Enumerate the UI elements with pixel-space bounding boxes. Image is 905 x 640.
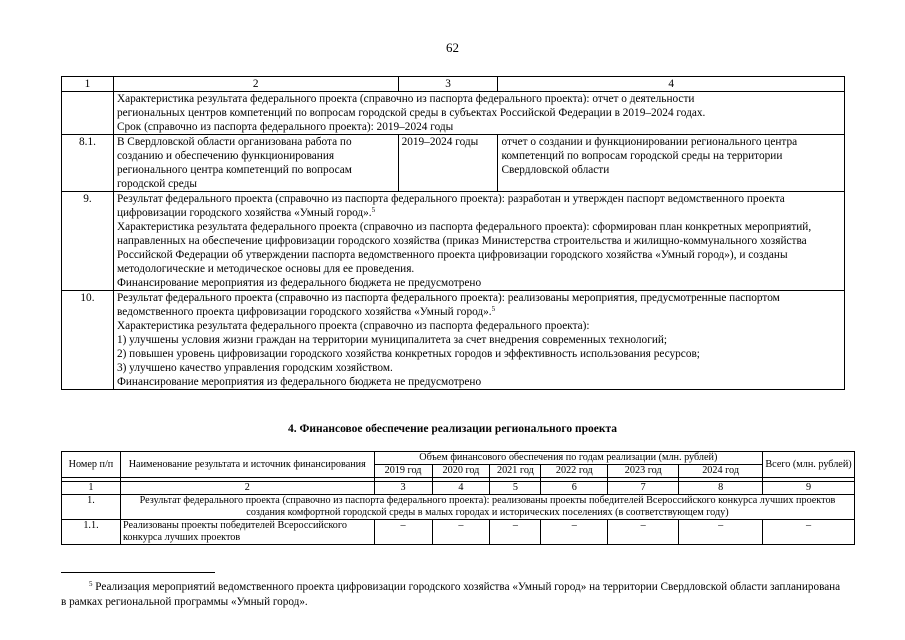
row-number: 10. — [62, 291, 114, 390]
financing-table — [61, 451, 855, 545]
footnote-mark: 5 — [89, 580, 93, 588]
table-header-row — [62, 452, 855, 465]
activity-description: В Свердловской области организована работа по созданию и обеспечению функционирования регионального центра компетенций по вопросам городской среды — [113, 135, 398, 192]
column-header: Номер п/п — [62, 452, 121, 478]
year-header: 2019 год — [374, 465, 432, 478]
year-header: 2022 год — [541, 465, 608, 478]
footnote-ref: 5 — [491, 305, 496, 313]
column-header: 4 — [498, 77, 845, 92]
column-number-row — [62, 482, 855, 495]
value-cell: – — [490, 520, 541, 545]
result-cell: Результат федерального проекта (справочно из паспорта федерального проекта): разработан и утвержден паспорт ведомственного проекта цифровизации городского хозяйства «Умный город».$^5$ Характеристика результата федерального проекта (справочно из паспорта федерального проекта): сформирован план конкретных мероприятий, направленных на обеспечение цифровизации городского хозяйства (приказ Министерства строительства и жилищно-коммунального хозяйства Российской Федерации об утверждении паспорта ведомственного проекта цифровизации городского хозяйства «Умный город»), и созданы методологические и методическое основы для ее проведения. Финансирование мероприятия из федерального бюджета не предусмотрено — [113, 192, 844, 291]
footnote-ref: 5 — [371, 206, 376, 214]
column-header: 1 — [62, 77, 114, 92]
footnote-text: Реализация мероприятий ведомственного проекта цифровизации городского хозяйства «Умный город» на территории Свердловской области запланирована в рамках региональной программы «Умный город». — [61, 581, 841, 608]
column-number: 9 — [763, 482, 855, 495]
footnote-divider — [61, 572, 215, 573]
value-cell: – — [374, 520, 432, 545]
column-number: 1 — [62, 482, 121, 495]
column-header: 2 — [113, 77, 398, 92]
footnote — [61, 580, 845, 609]
table-row — [62, 92, 845, 135]
row-number: 1. — [62, 495, 121, 520]
column-number: 8 — [679, 482, 763, 495]
column-header: Объем финансового обеспечения по годам реализации (млн. рублей) — [374, 452, 762, 465]
row-number: 9. — [62, 192, 114, 291]
results-table — [61, 76, 845, 390]
value-cell: – — [608, 520, 679, 545]
result-cell: Результат федерального проекта (справочно из паспорта федерального проекта): реализованы проекты победителей Всероссийского конкурса лучших проектов создания комфортной городской среды в малых городах и исторических поселениях (в соответствующем году) — [120, 495, 854, 520]
table-header-row — [62, 77, 845, 92]
row-number: 8.1. — [62, 135, 114, 192]
activity-period: 2019–2024 годы — [398, 135, 498, 192]
row-number: 1.1. — [62, 520, 121, 545]
year-header: 2021 год — [490, 465, 541, 478]
column-header: Наименование результата и источник финансирования — [120, 452, 374, 478]
column-number: 4 — [432, 482, 490, 495]
table-row — [62, 495, 855, 520]
activity-result: отчет о создании и функционировании регионального центра компетенций по вопросам городской среды на территории Свердловской области — [498, 135, 845, 192]
financing-source: Реализованы проекты победителей Всероссийского конкурса лучших проектов — [120, 520, 374, 545]
value-cell: – — [432, 520, 490, 545]
column-number: 5 — [490, 482, 541, 495]
result-characteristic-cell: Характеристика результата федерального проекта (справочно из паспорта федерального проекта): отчет о деятельности региональных центров компетенций по вопросам городской среды в субъектах Российской Федерации в 2019–2024 годах. Срок (справочно из паспорта федерального проекта): 2019–2024 годы — [113, 92, 844, 135]
value-cell: – — [763, 520, 855, 545]
table-row — [62, 520, 855, 545]
value-cell: – — [679, 520, 763, 545]
table-row — [62, 291, 845, 390]
column-number: 2 — [120, 482, 374, 495]
section-title: 4. Финансовое обеспечение реализации регионального проекта — [287, 423, 618, 435]
result-cell: Результат федерального проекта (справочно из паспорта федерального проекта): реализованы мероприятия, предусмотренные паспортом ведомственного проекта цифровизации городского хозяйства «Умный город».$^5$ Характеристика результата федерального проекта (справочно из паспорта федерального проекта): 1) улучшены условия жизни граждан на территории муниципалитета за счет внедрения современных технологий; 2) повышен уровень цифровизации городского хозяйства конкретных городов и эффективность использования ресурсов; 3) улучшено качество управления городским хозяйством. Финансирование мероприятия из федерального бюджета не предусмотрено — [113, 291, 844, 390]
column-number: 7 — [608, 482, 679, 495]
page-number: 62 — [446, 40, 459, 55]
column-number: 6 — [541, 482, 608, 495]
column-header: 3 — [398, 77, 498, 92]
column-number: 3 — [374, 482, 432, 495]
value-cell: – — [541, 520, 608, 545]
column-header: Всего (млн. рублей) — [763, 452, 855, 478]
year-header: 2024 год — [679, 465, 763, 478]
table-row — [62, 192, 845, 291]
table-row — [62, 135, 845, 192]
year-header: 2020 год — [432, 465, 490, 478]
year-header: 2023 год — [608, 465, 679, 478]
